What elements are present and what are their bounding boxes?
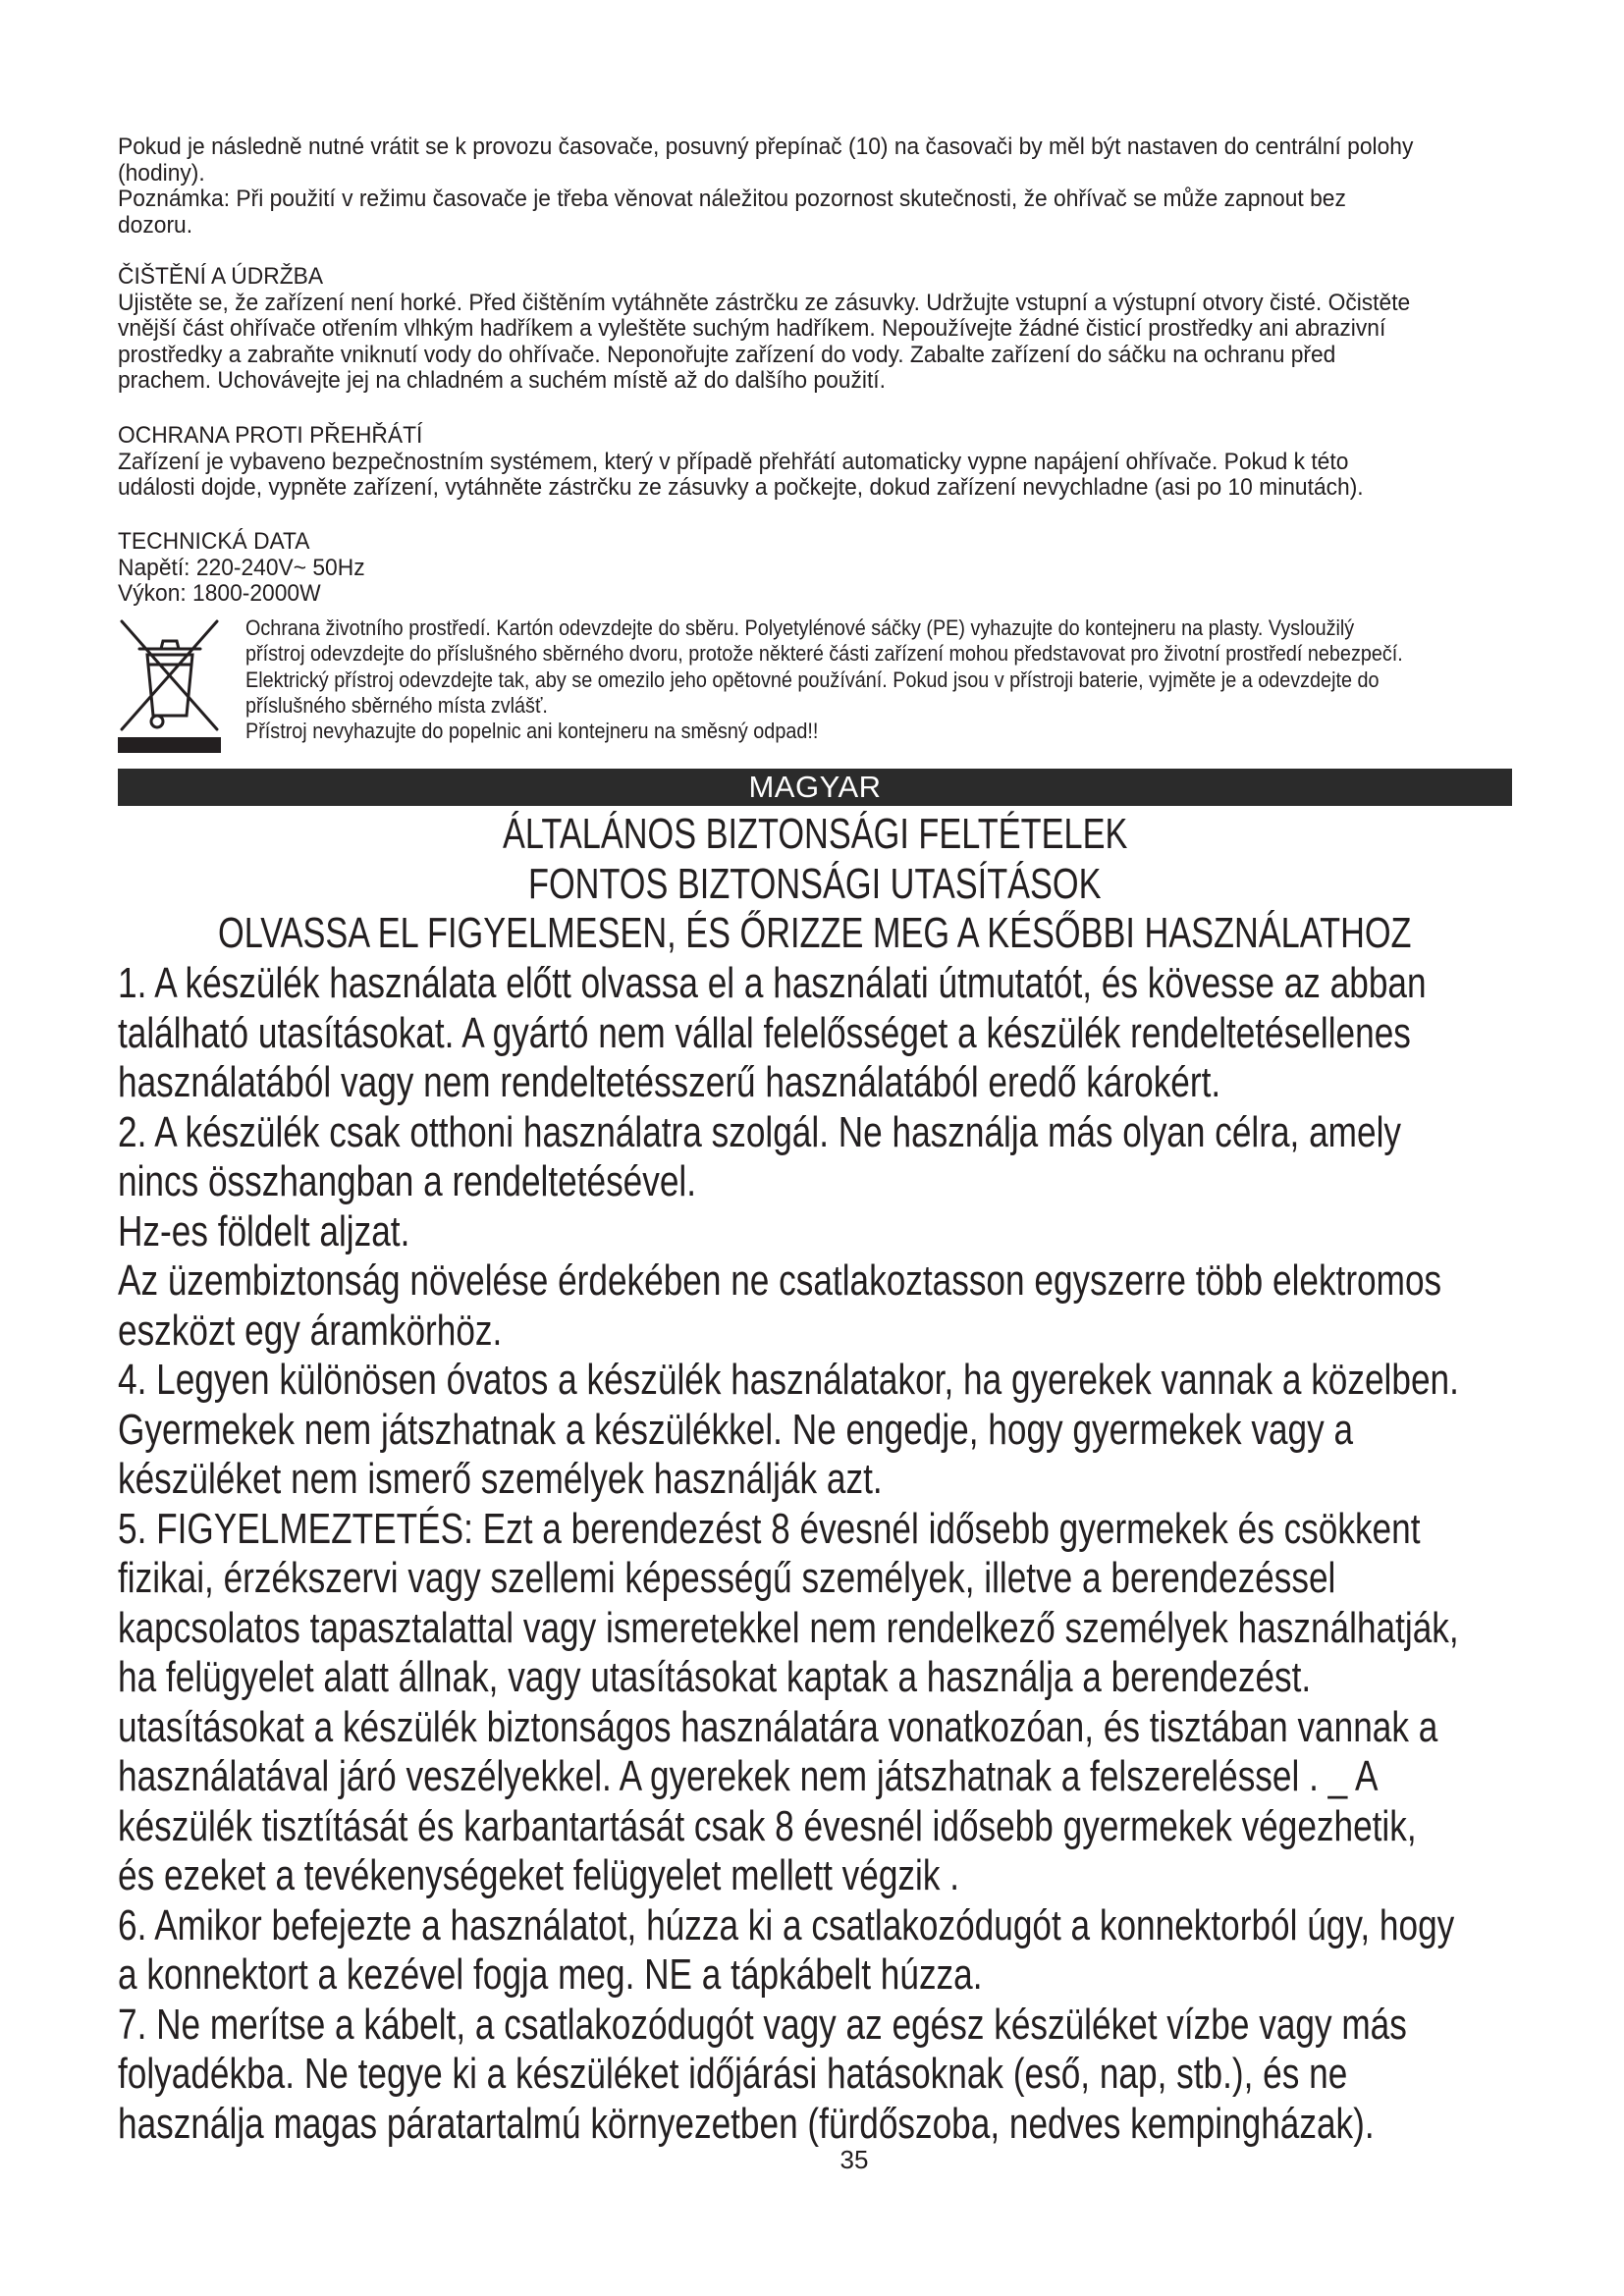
cz-cleaning-heading: ČIŠTĚNÍ A ÚDRŽBA [118, 263, 324, 290]
hu-text-line: 7. Ne merítse a kábelt, a csatlakozódugót vagy az egész készüléket vízbe vagy más [118, 2000, 1407, 2049]
cz-environment-line: Ochrana životního prostředí. Kartón odevzdejte do sběru. Polyetylénové sáčky (PE) vyhazujte do kontejneru na plasty. Vysloužilý [245, 615, 1355, 640]
hu-text-line: Hz-es földelt aljzat. [118, 1206, 410, 1255]
hu-text-line: folyadékba. Ne tegye ki a készüléket időjárási hatásoknak (eső, nap, stb.), és ne [118, 2050, 1348, 2098]
hu-text-line: nincs összhangban a rendeltetésével. [118, 1157, 697, 1205]
cz-overheat-section [118, 423, 1512, 502]
hu-text-line: ha felügyelet alatt állnak, vagy utasításokat kaptak a használja a berendezést. [118, 1653, 1312, 1701]
hu-text-line: található utasításokat. A gyártó nem vállal felelősséget a készülék rendeltetésellenes [118, 1008, 1411, 1057]
cz-timer-section [118, 134, 1512, 239]
cz-cleaning-section [118, 264, 1512, 395]
crossed-out-wheelie-bin-icon [118, 615, 221, 754]
hu-text-line: 5. FIGYELMEZTETÉS: Ezt a berendezést 8 évesnél idősebb gyermekek és csökkent [118, 1504, 1421, 1553]
cz-environment-line: Přístroj nevyhazujte do popelnic ani kontejneru na směsný odpad!! [245, 719, 819, 744]
hu-safety-instructions [118, 959, 1512, 2149]
hu-text-line: kapcsolatos tapasztalattal vagy ismeretekkel nem rendelkező személyek használhatják, [118, 1603, 1459, 1652]
hu-text-line: 4. Legyen különösen óvatos a készülék használatakor, ha gyerekek vannak a közelben. [118, 1356, 1459, 1404]
hu-text-line: készüléket nem ismerő személyek használják azt. [118, 1455, 883, 1503]
cz-environment-line: příslušného sběrného místa zvlášť. [245, 692, 548, 718]
cz-environment-line: přístroj odevzdejte do příslušného sběrného dvoru, protože některé části zařízení mohou představovat pro životní prostředí nebezpečí. [245, 641, 1403, 667]
cz-timer-return-line: Pokud je následně nutné vrátit se k provozu časovače, posuvný přepínač (10) na časovači by měl být nastaven do centrální polohy [118, 133, 1414, 160]
hu-headings [118, 810, 1512, 959]
cz-overheat-heading: OCHRANA PROTI PŘEHŘÁTÍ [118, 422, 423, 449]
hu-text-line: használatából vagy nem rendeltetésszerű használatából eredő károkért. [118, 1058, 1221, 1106]
cz-overheat-line: Zařízení je vybaveno bezpečnostním systémem, který v případě přehřátí automaticky vypne napájení ohřívače. Pokud k této [118, 448, 1349, 475]
hu-text-line: a konnektort a kezével fogja meg. NE a tápkábelt húzza. [118, 1950, 983, 1999]
cz-cleaning-line: prachem. Uchovávejte jej na chladném a suchém místě až do dalšího použití. [118, 367, 886, 394]
hu-text-line: és ezeket a tevékenységeket felügyelet mellett végzik . [118, 1851, 960, 1899]
hu-text-line: használatával járó veszélyekkel. A gyerekek nem játszhatnak a felszereléssel . _ A [118, 1752, 1379, 1800]
hu-heading-general-safety: ÁLTALÁNOS BIZTONSÁGI FELTÉTELEK [502, 810, 1128, 858]
cz-overheat-line: události dojde, vypněte zařízení, vytáhněte zástrčku ze zásuvky a počkejte, dokud zařízení nevychladne (asi po 10 minutách). [118, 474, 1364, 501]
language-section-bar [118, 769, 1512, 806]
cz-technical-power: Výkon: 1800-2000W [118, 580, 321, 607]
hu-text-line: Az üzembiztonság növelése érdekében ne csatlakoztasson egyszerre több elektromos [118, 1256, 1442, 1305]
cz-environment-line: Elektrický přístroj odevzdejte tak, aby se omezilo jeho opětovné používání. Pokud jsou v přístroji baterie, vyjměte je a odevzdejte do [245, 667, 1380, 692]
cz-technical-section [118, 529, 1512, 608]
hu-text-line: használja magas páratartalmú környezetben (fürdőszoba, nedves kempingházak). [118, 2099, 1375, 2148]
hu-heading-important-instructions: FONTOS BIZTONSÁGI UTASÍTÁSOK [528, 859, 1102, 908]
hu-text-line: eszközt egy áramkörhöz. [118, 1306, 503, 1355]
cz-note-line: Poznámka: Při použití v režimu časovače je třeba věnovat náležitou pozornost skutečnosti, že ohřívač se může zapnout bez [118, 186, 1346, 212]
cz-cleaning-line: prostředky a zabraňte vniknutí vody do ohřívače. Neponořujte zařízení do vody. Zabalte zařízení do sáčku na ochranu před [118, 341, 1336, 368]
cz-note-line: dozoru. [118, 211, 193, 239]
cz-technical-heading: TECHNICKÁ DATA [118, 528, 310, 555]
hu-text-line: 2. A készülék csak otthoni használatra szolgál. Ne használja más olyan célra, amely [118, 1107, 1401, 1156]
language-section-title: MAGYAR [748, 770, 882, 804]
cz-cleaning-line: Ujistěte se, že zařízení není horké. Před čištěním vytáhněte zástrčku ze zásuvky. Udržujte vstupní a výstupní otvory čisté. Očistěte [118, 289, 1411, 316]
cz-cleaning-line: vnější část ohřívače otřením vlhkým hadříkem a vyleštěte suchým hadříkem. Nepoužívejte žádné čisticí prostředky ani abrazivní [118, 315, 1386, 342]
page-number: 35 [839, 2145, 869, 2174]
cz-environment-section [245, 615, 1507, 744]
hu-text-line: 6. Amikor befejezte a használatot, húzza ki a csatlakozódugót a konnektorból úgy, hogy [118, 1900, 1455, 1949]
hu-text-line: utasításokat a készülék biztonságos használatára vonatkozóan, és tisztában vannak a [118, 1702, 1438, 1751]
cz-technical-voltage: Napětí: 220-240V~ 50Hz [118, 554, 365, 581]
hu-text-line: 1. A készülék használata előtt olvassa el a használati útmutatót, és kövesse az abban [118, 959, 1427, 1007]
hu-text-line: fizikai, érzékszervi vagy szellemi képességű személyek, illetve a berendezéssel [118, 1554, 1336, 1602]
hu-text-line: készülék tisztítását és karbantartását csak 8 évesnél idősebb gyermekek végezhetik, [118, 1801, 1417, 1850]
hu-text-line: Gyermekek nem játszhatnak a készülékkel. Ne engedje, hogy gyermekek vagy a [118, 1405, 1354, 1454]
hu-heading-read-carefully: OLVASSA EL FIGYELMESEN, ÉS ŐRIZZE MEG A KÉSŐBBI HASZNÁLATHOZ [218, 909, 1412, 957]
cz-timer-return-line: (hodiny). [118, 159, 205, 187]
